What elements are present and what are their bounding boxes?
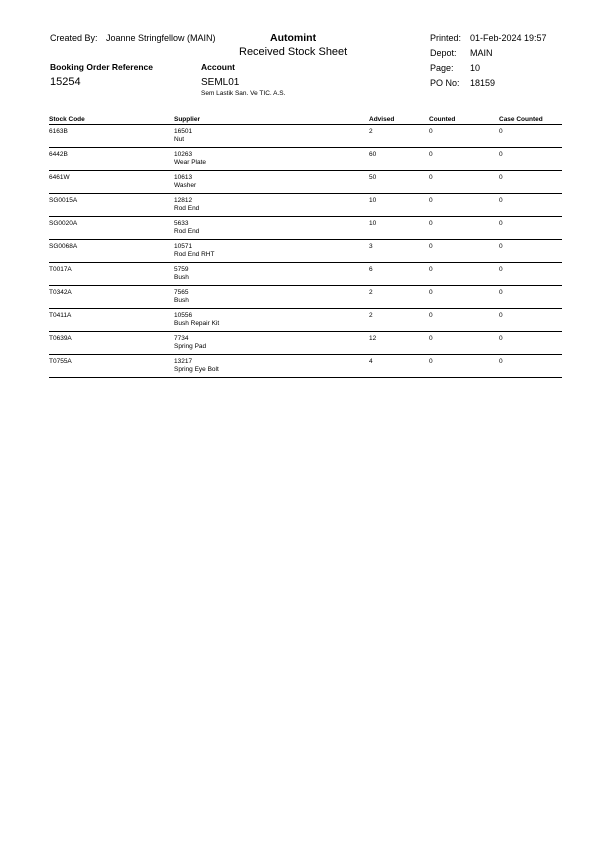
advised-qty: 3 — [369, 243, 373, 250]
booking-reference-value: 15254 — [50, 76, 81, 88]
supplier-description: Washer — [174, 181, 197, 189]
document-title: Received Stock Sheet — [239, 46, 348, 58]
table-row — [49, 355, 562, 378]
page-label: Page: — [430, 63, 454, 73]
supplier-description: Rod End — [174, 204, 200, 212]
table-cell — [429, 171, 499, 194]
stock-code: 6461W — [49, 174, 70, 181]
table-cell — [174, 217, 369, 240]
counted-qty: 0 — [429, 358, 433, 365]
table-cell — [429, 355, 499, 378]
table-cell — [369, 171, 429, 194]
advised-qty: 10 — [369, 220, 377, 227]
table-row — [49, 286, 562, 309]
table-cell — [49, 240, 174, 263]
created-by-label: Created By: — [50, 33, 98, 43]
stock-code: T0411A — [49, 312, 72, 319]
table-cell — [369, 240, 429, 263]
table-cell — [499, 240, 562, 263]
table-cell — [174, 286, 369, 309]
table-cell — [49, 355, 174, 378]
case-counted-qty: 0 — [499, 220, 503, 227]
supplier-code: 12812 — [174, 197, 193, 204]
table-cell — [499, 125, 562, 148]
supplier-code: 13217 — [174, 358, 193, 365]
account-code: SEML01 — [201, 77, 240, 88]
counted-qty: 0 — [429, 289, 433, 296]
stock-code: SG0015A — [49, 197, 78, 204]
counted-qty: 0 — [429, 151, 433, 158]
counted-qty: 0 — [429, 312, 433, 319]
supplier-code: 5633 — [174, 220, 189, 227]
counted-qty: 0 — [429, 128, 433, 135]
table-cell — [49, 332, 174, 355]
table-cell — [49, 286, 174, 309]
table-row — [49, 263, 562, 286]
table-row — [49, 240, 562, 263]
case-counted-qty: 0 — [499, 312, 503, 319]
supplier-description: Bush — [174, 296, 189, 304]
table-cell — [49, 309, 174, 332]
supplier-description: Spring Pad — [174, 342, 207, 350]
table-cell — [429, 286, 499, 309]
column-header-supplier: Supplier — [174, 113, 369, 125]
column-header-stock-code: Stock Code — [49, 113, 174, 125]
column-header-advised: Advised — [369, 113, 429, 125]
supplier-description: Spring Eye Bolt — [174, 365, 219, 373]
supplier-code: 10613 — [174, 174, 193, 181]
table-cell — [369, 194, 429, 217]
depot-label: Depot: — [430, 48, 457, 58]
table-cell — [499, 286, 562, 309]
table-cell — [499, 217, 562, 240]
case-counted-qty: 0 — [499, 243, 503, 250]
stock-code: SG0020A — [49, 220, 78, 227]
table-cell — [499, 355, 562, 378]
table-cell — [499, 171, 562, 194]
table-row — [49, 217, 562, 240]
case-counted-qty: 0 — [499, 266, 503, 273]
table-cell — [369, 355, 429, 378]
table-cell — [174, 263, 369, 286]
stock-code: T0639A — [49, 335, 72, 342]
table-cell — [174, 194, 369, 217]
table-cell — [174, 148, 369, 171]
counted-qty: 0 — [429, 335, 433, 342]
table-row — [49, 148, 562, 171]
table-cell — [49, 263, 174, 286]
table-cell — [499, 263, 562, 286]
account-label: Account — [201, 62, 235, 72]
table-row — [49, 125, 562, 148]
supplier-code: 16501 — [174, 128, 193, 135]
table-cell — [499, 148, 562, 171]
case-counted-qty: 0 — [499, 335, 503, 342]
stock-code: 6442B — [49, 151, 68, 158]
table-cell — [429, 194, 499, 217]
table-cell — [429, 309, 499, 332]
company-name: Automint — [270, 32, 317, 44]
supplier-code: 7734 — [174, 335, 189, 342]
case-counted-qty: 0 — [499, 289, 503, 296]
case-counted-qty: 0 — [499, 128, 503, 135]
created-by-value: Joanne Stringfellow (MAIN) — [106, 33, 216, 43]
counted-qty: 0 — [429, 197, 433, 204]
table-cell — [499, 332, 562, 355]
table-row — [49, 194, 562, 217]
booking-reference-label: Booking Order Reference — [50, 62, 153, 72]
advised-qty: 2 — [369, 128, 373, 135]
advised-qty: 2 — [369, 312, 373, 319]
case-counted-qty: 0 — [499, 151, 503, 158]
table-cell — [369, 125, 429, 148]
table-cell — [369, 309, 429, 332]
stock-code: T0342A — [49, 289, 72, 296]
table-cell — [49, 125, 174, 148]
supplier-description: Wear Plate — [174, 158, 207, 166]
advised-qty: 6 — [369, 266, 373, 273]
table-cell — [369, 148, 429, 171]
advised-qty: 60 — [369, 151, 377, 158]
column-header-counted: Counted — [429, 113, 499, 125]
counted-qty: 0 — [429, 243, 433, 250]
table-cell — [174, 240, 369, 263]
table-cell — [174, 125, 369, 148]
counted-qty: 0 — [429, 266, 433, 273]
supplier-description: Rod End — [174, 227, 200, 235]
advised-qty: 2 — [369, 289, 373, 296]
column-header-case-counted: Case Counted — [499, 113, 562, 125]
advised-qty: 50 — [369, 174, 377, 181]
printed-label: Printed: — [430, 33, 462, 43]
table-cell — [429, 148, 499, 171]
printed-value: 01-Feb-2024 19:57 — [470, 33, 547, 43]
table-cell — [429, 217, 499, 240]
table-cell — [49, 171, 174, 194]
received-stock-table — [49, 113, 562, 378]
supplier-code: 10263 — [174, 151, 193, 158]
table-cell — [174, 355, 369, 378]
case-counted-qty: 0 — [499, 174, 503, 181]
po-label: PO No: — [430, 78, 460, 88]
table-cell — [429, 240, 499, 263]
table-row — [49, 332, 562, 355]
table-cell — [499, 309, 562, 332]
advised-qty: 10 — [369, 197, 377, 204]
table-cell — [49, 148, 174, 171]
supplier-code: 10556 — [174, 312, 193, 319]
supplier-code: 7565 — [174, 289, 189, 296]
table-cell — [369, 286, 429, 309]
supplier-description: Rod End RHT — [174, 250, 215, 258]
page-value: 10 — [470, 63, 481, 73]
table-header-row — [49, 113, 562, 125]
table-cell — [369, 217, 429, 240]
table-row — [49, 309, 562, 332]
supplier-description: Bush — [174, 273, 189, 281]
account-name: Sem Lastik San. Ve TIC. A.S. — [201, 90, 286, 97]
table-cell — [49, 194, 174, 217]
stock-code: T0755A — [49, 358, 72, 365]
counted-qty: 0 — [429, 174, 433, 181]
supplier-code: 5759 — [174, 266, 189, 273]
table-cell — [499, 194, 562, 217]
table-cell — [174, 309, 369, 332]
table-cell — [174, 171, 369, 194]
table-cell — [429, 332, 499, 355]
advised-qty: 12 — [369, 335, 377, 342]
stock-code: T0017A — [49, 266, 72, 273]
stock-code: 6163B — [49, 128, 68, 135]
supplier-code: 10571 — [174, 243, 193, 250]
table-cell — [429, 125, 499, 148]
table-cell — [429, 263, 499, 286]
supplier-description: Bush Repair Kit — [174, 319, 220, 327]
depot-value: MAIN — [470, 48, 493, 58]
counted-qty: 0 — [429, 220, 433, 227]
supplier-description: Nut — [174, 135, 185, 143]
stock-code: SG0068A — [49, 243, 78, 250]
table-row — [49, 171, 562, 194]
table-cell — [369, 332, 429, 355]
table-cell — [369, 263, 429, 286]
po-value: 18159 — [470, 78, 496, 88]
advised-qty: 4 — [369, 358, 373, 365]
case-counted-qty: 0 — [499, 197, 503, 204]
table-body — [49, 125, 562, 378]
case-counted-qty: 0 — [499, 358, 503, 365]
table-cell — [49, 217, 174, 240]
table-cell — [174, 332, 369, 355]
